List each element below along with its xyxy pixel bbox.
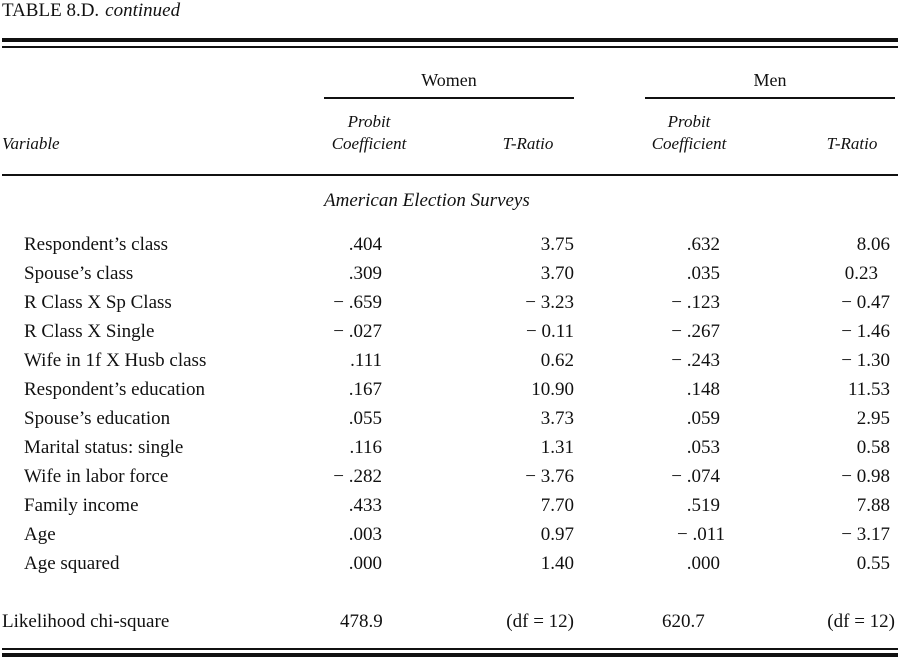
men-coefficient-cell: .632 — [686, 234, 720, 255]
men-likelihood-value: 620.7 — [662, 611, 705, 632]
column-header-variable: Variable — [2, 134, 60, 153]
women-coefficient-cell: .116 — [349, 437, 382, 458]
women-coefficient-cell: .055 — [348, 408, 382, 429]
variable-cell: R Class X Single — [24, 321, 155, 342]
variable-cell: Age squared — [24, 553, 120, 574]
men-df-cell: (df = 12) — [827, 611, 895, 632]
men-coefficient-cell: .519 — [686, 495, 720, 516]
variable-cell: Wife in 1f X Husb class — [24, 350, 207, 371]
header-rule — [2, 174, 898, 176]
women-coefficient-cell: .003 — [348, 524, 382, 545]
men-t-ratio-cell: 2.95 — [856, 408, 890, 429]
men-t-ratio-cell: − 1.30 — [841, 350, 890, 371]
women-t-ratio-cell: 7.70 — [540, 495, 574, 516]
women-t-ratio-cell: 1.40 — [540, 553, 574, 574]
women-coefficient-cell: .404 — [348, 234, 382, 255]
women-coefficient-cell: .309 — [348, 263, 382, 284]
men-coefficient-cell: − .123 — [671, 292, 720, 313]
men-t-ratio-cell: 11.53 — [847, 379, 890, 400]
group-rule-men — [645, 97, 895, 99]
top-rule-thick — [2, 38, 898, 42]
women-t-ratio-cell: 1.31 — [540, 437, 574, 458]
women-coefficient-cell: .167 — [348, 379, 382, 400]
women-t-ratio-cell: 0.97 — [540, 524, 574, 545]
probit-label: Probit — [667, 112, 711, 131]
top-rule-thin — [2, 46, 898, 48]
variable-cell: Spouse’s education — [24, 408, 171, 429]
coefficient-label: Coefficient — [651, 134, 727, 153]
variable-cell: Spouse’s class — [24, 263, 134, 284]
women-t-ratio-cell: 3.75 — [540, 234, 574, 255]
variable-cell: Respondent’s education — [24, 379, 205, 400]
column-header-men-t-ratio: T-Ratio — [826, 134, 878, 153]
variable-cell: Marital status: single — [24, 437, 184, 458]
men-coefficient-cell: − .243 — [671, 350, 720, 371]
group-header-men: Men — [753, 70, 787, 90]
column-header-men-coefficient — [634, 111, 744, 155]
variable-cell: Wife in labor force — [24, 466, 169, 487]
men-coefficient-cell: .035 — [686, 263, 720, 284]
column-header-women-t-ratio: T-Ratio — [502, 134, 554, 153]
men-t-ratio-cell: − 1.46 — [841, 321, 890, 342]
men-t-ratio-cell: − 3.17 — [841, 524, 890, 545]
women-t-ratio-cell: 3.70 — [540, 263, 574, 284]
men-coefficient-cell: .053 — [686, 437, 720, 458]
caption-label: TABLE 8.D. — [2, 0, 100, 21]
men-t-ratio-cell: − 0.98 — [841, 466, 890, 487]
men-t-ratio-cell: 0.23 — [844, 263, 878, 284]
section-title: American Election Surveys — [324, 190, 530, 211]
women-coefficient-cell: − .282 — [333, 466, 382, 487]
women-t-ratio-cell: − 3.76 — [525, 466, 574, 487]
women-coefficient-cell: − .027 — [333, 321, 382, 342]
men-t-ratio-cell: 0.58 — [856, 437, 890, 458]
men-t-ratio-cell: 7.88 — [856, 495, 890, 516]
variable-cell: Age — [24, 524, 56, 545]
men-coefficient-cell: .148 — [686, 379, 720, 400]
women-coefficient-cell: .000 — [348, 553, 382, 574]
caption-continued: continued — [105, 0, 181, 21]
women-t-ratio-cell: 10.90 — [531, 379, 574, 400]
variable-cell: Family income — [24, 495, 139, 516]
women-coefficient-cell: .433 — [348, 495, 382, 516]
women-coefficient-cell: .111 — [350, 350, 382, 371]
men-coefficient-cell: − .267 — [671, 321, 720, 342]
bottom-rule-thick — [2, 653, 898, 657]
men-coefficient-cell: .000 — [686, 553, 720, 574]
women-coefficient-cell: − .659 — [333, 292, 382, 313]
group-rule-women — [324, 97, 574, 99]
women-t-ratio-cell: − 3.23 — [525, 292, 574, 313]
men-coefficient-cell: − .011 — [676, 524, 725, 545]
variable-cell: Respondent’s class — [24, 234, 169, 255]
probit-label: Probit — [347, 112, 391, 131]
women-likelihood-value: 478.9 — [340, 611, 383, 632]
variable-cell: R Class X Sp Class — [24, 292, 172, 313]
men-t-ratio-cell: 0.55 — [856, 553, 890, 574]
coefficient-label: Coefficient — [331, 134, 407, 153]
men-t-ratio-cell: 8.06 — [856, 234, 890, 255]
men-coefficient-cell: − .074 — [671, 466, 720, 487]
women-t-ratio-cell: 0.62 — [540, 350, 574, 371]
table-caption — [2, 0, 180, 22]
group-header-women: Women — [421, 70, 477, 90]
women-t-ratio-cell: − 0.11 — [525, 321, 574, 342]
bottom-rule-thin — [2, 648, 898, 650]
likelihood-label: Likelihood chi-square — [2, 611, 170, 632]
men-t-ratio-cell: − 0.47 — [841, 292, 890, 313]
women-df-cell: (df = 12) — [506, 611, 574, 632]
column-header-women-coefficient — [314, 111, 424, 155]
men-coefficient-cell: .059 — [686, 408, 720, 429]
women-t-ratio-cell: 3.73 — [540, 408, 574, 429]
